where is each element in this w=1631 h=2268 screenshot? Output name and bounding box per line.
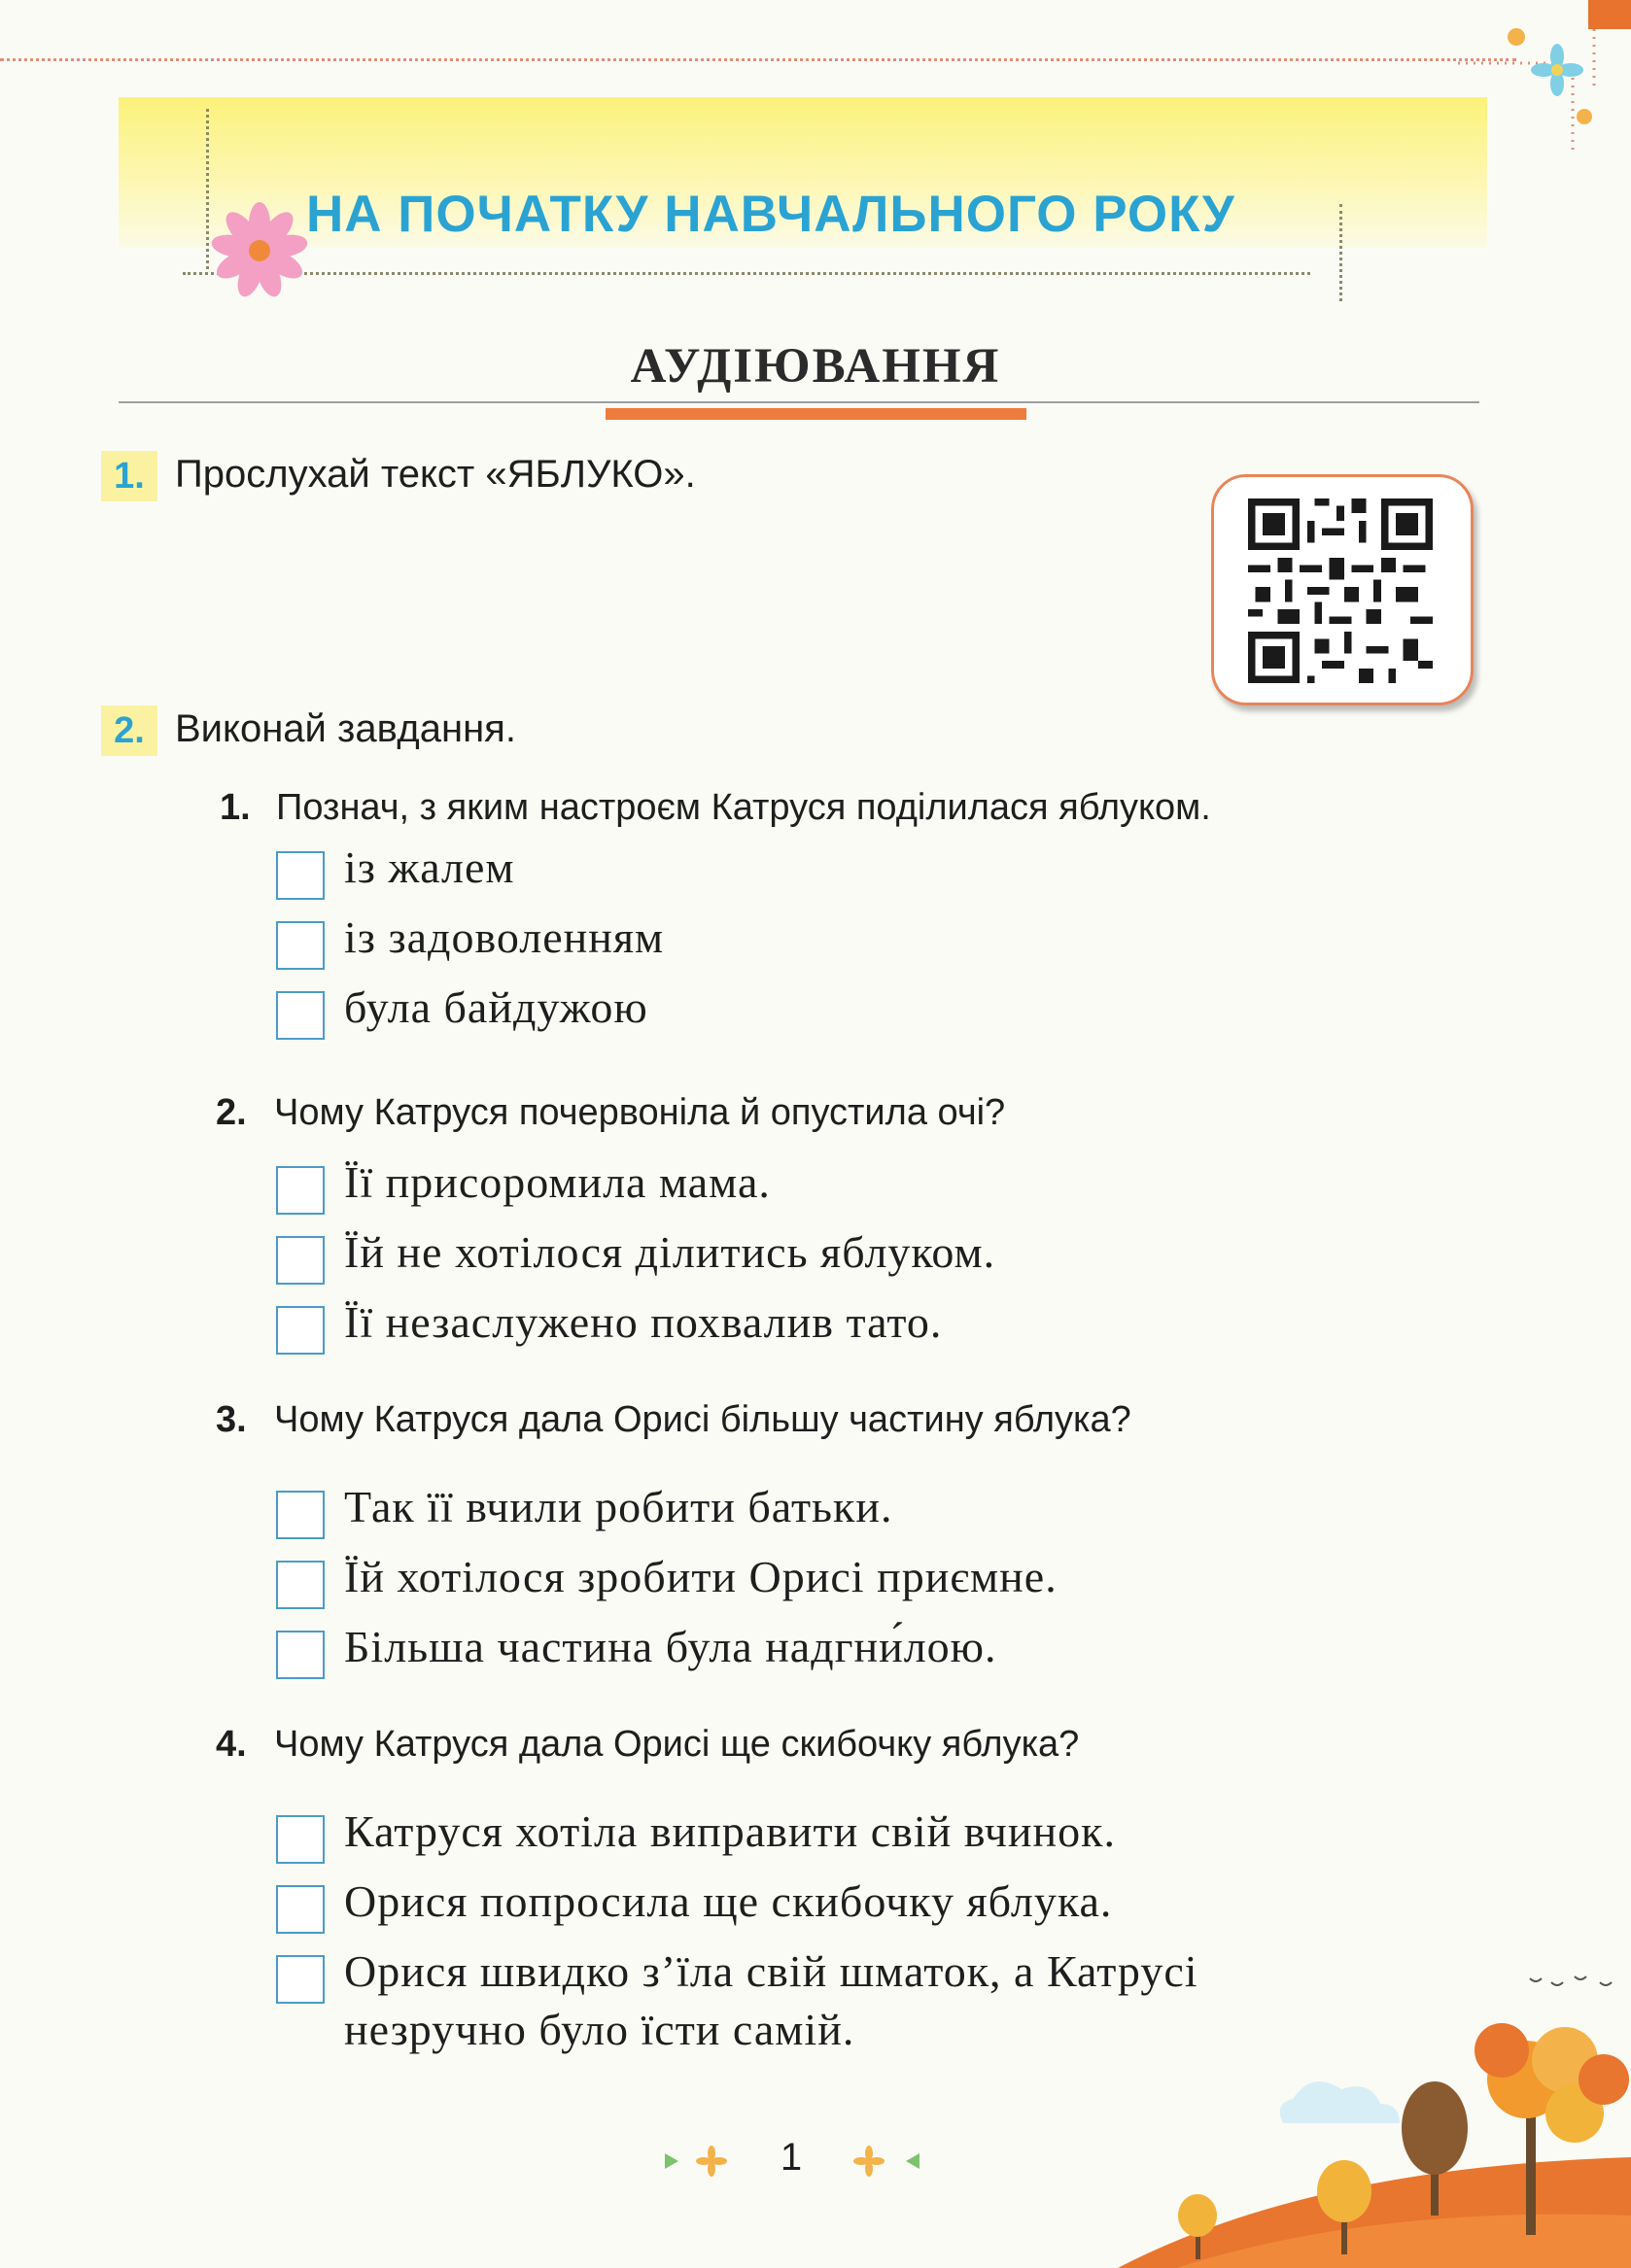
banner-dots-right: [1339, 204, 1342, 301]
question-4-number: 4.: [216, 1724, 247, 1765]
page-number: 1: [780, 2136, 803, 2179]
option-label: Катруся хотіла виправити свій вчинок.: [344, 1806, 1116, 1856]
option-label: Більша частина була надгни́лою.: [344, 1622, 997, 1671]
option-label: Так її вчили робити батьки.: [344, 1482, 893, 1531]
task-2-text: Виконай завдання.: [175, 707, 516, 750]
task-1-text: Прослухай текст «ЯБЛУКО».: [175, 453, 696, 496]
question-2-text: Чому Катруся почервоніла й опустила очі?: [274, 1092, 1006, 1133]
option-label: була байдужою: [344, 982, 648, 1032]
leaf-ornament-icon: [661, 2142, 739, 2181]
checkbox[interactable]: [276, 1631, 325, 1679]
option-label: із задоволенням: [344, 912, 665, 962]
option-label: Її незаслужено похвалив тато.: [344, 1297, 943, 1347]
section-rule: [119, 401, 1479, 403]
question-2-number: 2.: [216, 1092, 247, 1133]
checkbox[interactable]: [276, 1306, 325, 1355]
checkbox[interactable]: [276, 1815, 325, 1864]
banner-dots-bottom: [183, 272, 1310, 275]
checkbox[interactable]: [276, 1491, 325, 1539]
option-label: із жалем: [344, 842, 515, 892]
question-1-text: Познач, з яким настроєм Катруся поділилася яблуком.: [276, 787, 1211, 828]
page-title: НА ПОЧАТКУ НАВЧАЛЬНОГО РОКУ: [306, 186, 1235, 243]
question-3-text: Чому Катруся дала Орисі більшу частину яблука?: [274, 1399, 1131, 1440]
option-label: Їй не хотілося ділитись яблуком.: [344, 1227, 996, 1277]
flower-icon: [206, 202, 313, 299]
birds-icon: [1526, 1969, 1623, 1998]
checkbox[interactable]: [276, 1561, 325, 1609]
question-3-number: 3.: [216, 1399, 247, 1440]
option-label-continuation: незручно було їсти самій.: [344, 2005, 855, 2054]
checkbox[interactable]: [276, 991, 325, 1040]
leaf-ornament-icon: [846, 2142, 923, 2181]
section-underline-bar: [606, 408, 1026, 420]
task-1-number: 1.: [101, 451, 157, 501]
checkbox[interactable]: [276, 1166, 325, 1215]
option-label: Орися швидко з’їла свій шматок, а Катрусі: [344, 1946, 1198, 1996]
qr-code-icon: [1243, 498, 1438, 683]
top-dotted-line: [0, 58, 1516, 61]
checkbox[interactable]: [276, 921, 325, 970]
question-4-text: Чому Катруся дала Орисі ще скибочку яблука?: [274, 1724, 1080, 1765]
autumn-trees-illustration: [1118, 2021, 1631, 2268]
section-title: АУДІЮВАННЯ: [630, 339, 1001, 394]
option-label: Орися попросила ще скибочку яблука.: [344, 1876, 1113, 1926]
qr-code-card[interactable]: [1211, 474, 1474, 705]
question-1-number: 1.: [220, 787, 251, 828]
option-label: Їй хотілося зробити Орисі приємне.: [344, 1552, 1058, 1601]
option-label: Її присоромила мама.: [344, 1157, 771, 1207]
task-2-number: 2.: [101, 705, 157, 756]
checkbox[interactable]: [276, 851, 325, 900]
checkbox[interactable]: [276, 1885, 325, 1934]
checkbox[interactable]: [276, 1236, 325, 1285]
checkbox[interactable]: [276, 1955, 325, 2004]
